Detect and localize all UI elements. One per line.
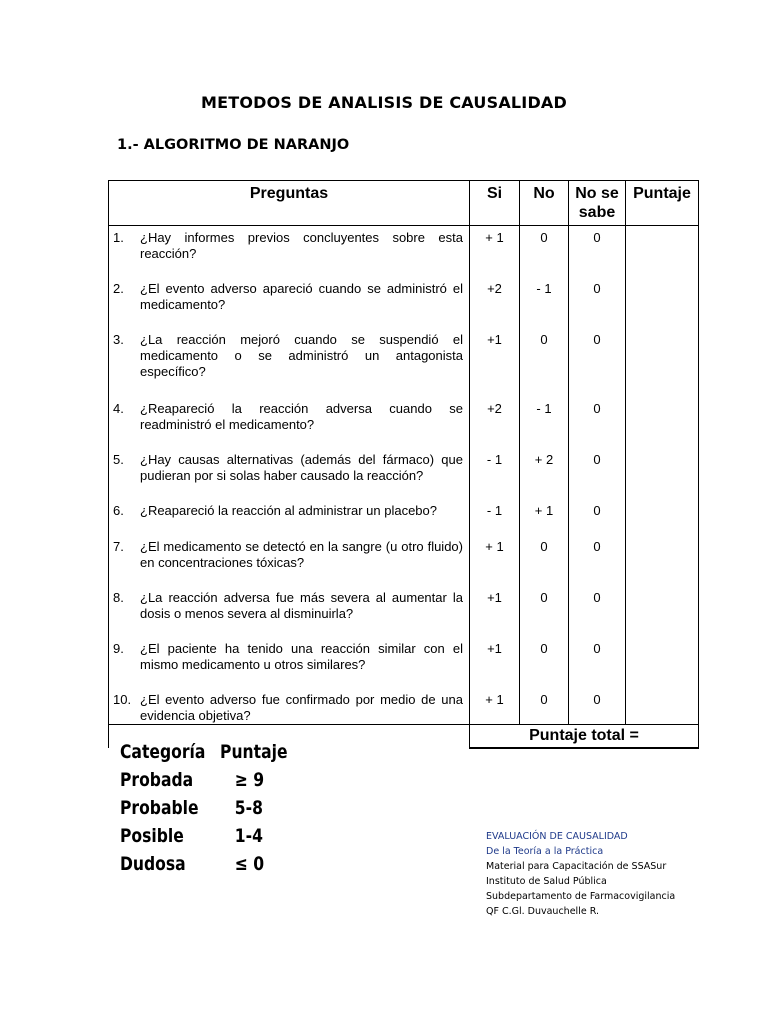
footer-line-5: Subdepartamento de Farmacovigilancia	[486, 891, 676, 902]
question-text: ¿El evento adverso fue confirmado por medio de una evidencia objetiva?	[140, 691, 463, 723]
si-value: + 1	[470, 688, 520, 725]
question-text: ¿Hay causas alternativas (además del fármaco) que pudieran por si solas haber causado la reacción?	[140, 451, 463, 483]
category-row	[120, 825, 309, 853]
category-name: Posible	[120, 825, 184, 847]
header-si: Si	[470, 181, 520, 226]
score-header: Puntaje	[220, 741, 288, 763]
question-number: 10.	[113, 691, 132, 707]
no-se-sabe-value: 0	[569, 535, 626, 586]
no-se-sabe-value: 0	[569, 397, 626, 448]
no-value: + 1	[520, 499, 569, 535]
table-row	[109, 535, 699, 586]
table-row	[109, 397, 699, 448]
no-value: - 1	[520, 397, 569, 448]
puntaje-cell	[626, 277, 699, 328]
category-score: ≤ 0	[234, 853, 265, 875]
no-se-sabe-value: 0	[569, 499, 626, 535]
table-header-row	[109, 181, 699, 226]
no-se-sabe-value: 0	[569, 637, 626, 688]
category-score: ≥ 9	[234, 769, 265, 791]
question-cell	[109, 586, 470, 637]
question-number: 1.	[113, 230, 124, 245]
question-number: 9.	[113, 640, 124, 656]
category-row	[120, 769, 309, 797]
puntaje-cell	[626, 535, 699, 586]
no-se-sabe-value: 0	[569, 226, 626, 277]
question-number: 3.	[113, 331, 124, 347]
si-value: +2	[470, 397, 520, 448]
section-title: 1.- ALGORITMO DE NARANJO	[117, 137, 350, 153]
footer-line-1: EVALUACIÓN DE CAUSALIDAD	[486, 831, 628, 842]
puntaje-cell	[626, 448, 699, 499]
table-row	[109, 226, 699, 277]
table-row	[109, 448, 699, 499]
no-value: - 1	[520, 277, 569, 328]
no-value: 0	[520, 226, 569, 277]
puntaje-cell	[626, 328, 699, 397]
question-text: ¿Hay informes previos concluyentes sobre esta reacción?	[140, 230, 463, 261]
category-score: 5-8	[234, 797, 263, 819]
no-se-sabe-value: 0	[569, 448, 626, 499]
puntaje-cell	[626, 397, 699, 448]
no-value: 0	[520, 586, 569, 637]
puntaje-cell	[626, 637, 699, 688]
footer-line-4: Instituto de Salud Pública	[486, 876, 607, 887]
category-row	[120, 853, 309, 881]
si-value: +2	[470, 277, 520, 328]
si-value: +1	[470, 328, 520, 397]
category-header: Categoría	[120, 741, 206, 763]
table-row	[109, 499, 699, 535]
question-text: ¿La reacción mejoró cuando se suspendió el medicamento o se administró un antagonista específico?	[140, 331, 463, 379]
question-cell	[109, 277, 470, 328]
question-text: ¿La reacción adversa fue más severa al aumentar la dosis o menos severa al disminuirla?	[140, 589, 463, 621]
category-name: Dudosa	[120, 853, 186, 875]
category-header-row	[120, 741, 309, 769]
no-value: 0	[520, 535, 569, 586]
question-text: ¿El paciente ha tenido una reacción similar con el mismo medicamento u otros similares?	[140, 640, 463, 672]
question-cell	[109, 535, 470, 586]
no-value: 0	[520, 637, 569, 688]
page-title: METODOS DE ANALISIS DE CAUSALIDAD	[200, 93, 567, 112]
header-preguntas: Preguntas	[109, 181, 470, 226]
category-score: 1-4	[234, 825, 263, 847]
si-value: + 1	[470, 226, 520, 277]
puntaje-cell	[626, 688, 699, 725]
question-cell	[109, 637, 470, 688]
si-value: - 1	[470, 499, 520, 535]
category-legend	[120, 741, 309, 881]
footer-line-6: QF C.Gl. Duvauchelle R.	[486, 906, 599, 917]
si-value: - 1	[470, 448, 520, 499]
category-name: Probada	[120, 769, 194, 791]
category-name: Probable	[120, 797, 199, 819]
header-no-se-sabe: No se sabe	[569, 181, 626, 226]
question-text: ¿El medicamento se detectó en la sangre (u otro fluido) en concentraciones tóxicas?	[140, 538, 463, 570]
table-row	[109, 637, 699, 688]
puntaje-cell	[626, 226, 699, 277]
question-number: 7.	[113, 538, 124, 554]
question-cell	[109, 688, 470, 725]
footer-credits	[486, 829, 675, 919]
table-row	[109, 688, 699, 725]
footer-line-3: Material para Capacitación de SSASur	[486, 861, 667, 872]
category-row	[120, 797, 309, 825]
table-row	[109, 328, 699, 397]
total-label: Puntaje total =	[470, 724, 699, 748]
si-value: + 1	[470, 535, 520, 586]
no-se-sabe-value: 0	[569, 688, 626, 725]
table-row	[109, 277, 699, 328]
question-cell	[109, 328, 470, 397]
question-text: ¿Reapareció la reacción al administrar un placebo?	[140, 502, 437, 518]
si-value: +1	[470, 586, 520, 637]
no-value: + 2	[520, 448, 569, 499]
table-row	[109, 586, 699, 637]
question-number: 5.	[113, 451, 124, 467]
no-value: 0	[520, 328, 569, 397]
question-number: 8.	[113, 589, 124, 605]
question-number: 2.	[113, 280, 124, 296]
question-cell	[109, 448, 470, 499]
header-puntaje: Puntaje	[626, 181, 699, 226]
question-text: ¿Reapareció la reacción adversa cuando se readministró el medicamento?	[140, 400, 463, 432]
no-se-sabe-value: 0	[569, 277, 626, 328]
footer-line-2: De la Teoría a la Práctica	[486, 846, 604, 857]
question-text: ¿El evento adverso apareció cuando se administró el medicamento?	[140, 280, 463, 312]
question-cell	[109, 397, 470, 448]
question-cell	[109, 499, 470, 535]
no-se-sabe-value: 0	[569, 586, 626, 637]
question-number: 4.	[113, 400, 124, 416]
question-cell	[109, 226, 470, 277]
puntaje-cell	[626, 586, 699, 637]
naranjo-table	[108, 180, 699, 749]
header-no: No	[520, 181, 569, 226]
puntaje-cell	[626, 499, 699, 535]
si-value: +1	[470, 637, 520, 688]
no-value: 0	[520, 688, 569, 725]
no-se-sabe-value: 0	[569, 328, 626, 397]
question-number: 6.	[113, 502, 124, 518]
